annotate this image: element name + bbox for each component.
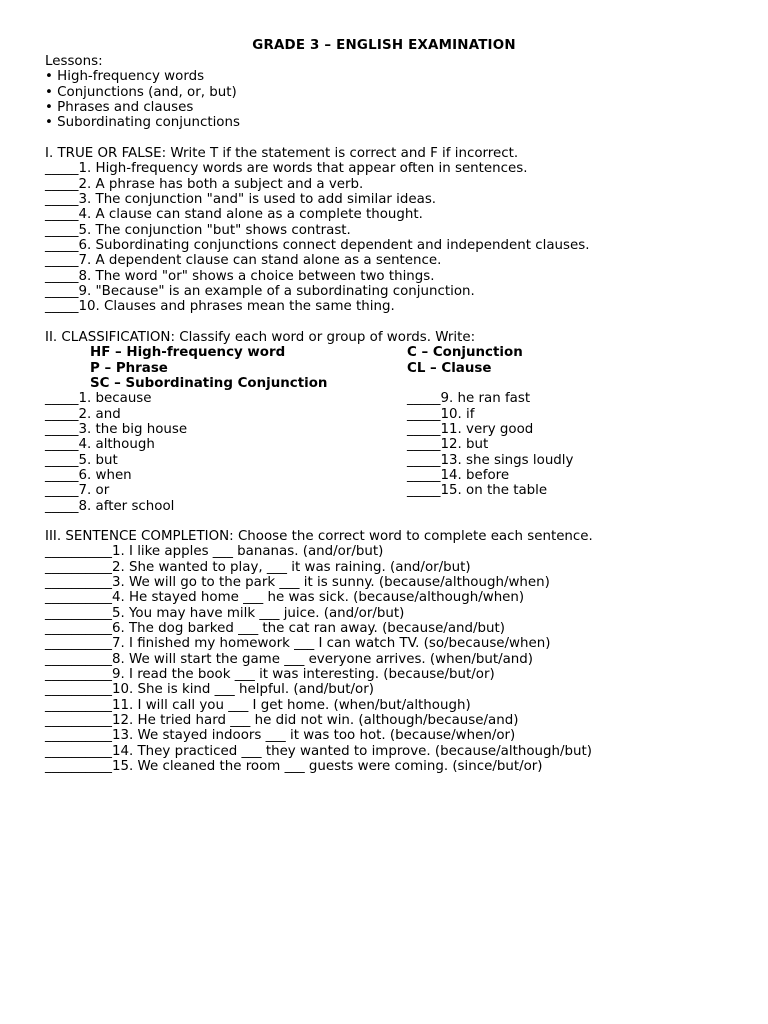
classification-item: _____14. before xyxy=(407,468,510,483)
completion-item: __________11. I will call you ___ I get home. (when/but/although) xyxy=(45,698,471,713)
true-false-item: _____3. The conjunction "and" is used to add similar ideas. xyxy=(45,192,437,207)
completion-item: __________12. He tried hard ___ he did not win. (although/because/and) xyxy=(45,713,519,728)
completion-item: __________10. She is kind ___ helpful. (and/but/or) xyxy=(45,682,374,697)
completion-item: __________5. You may have milk ___ juice. (and/or/but) xyxy=(45,606,405,621)
classification-item: _____6. when xyxy=(45,468,132,483)
classification-item: _____9. he ran fast xyxy=(407,391,531,406)
exam-title: GRADE 3 – ENGLISH EXAMINATION xyxy=(252,38,516,53)
part3-instruction: III. SENTENCE COMPLETION: Choose the correct word to complete each sentence. xyxy=(45,529,593,544)
completion-item: __________14. They practiced ___ they wanted to improve. (because/although/but) xyxy=(45,744,592,759)
completion-item: __________3. We will go to the park ___ it is sunny. (because/although/when) xyxy=(45,575,550,590)
classification-item: _____10. if xyxy=(407,407,475,422)
classification-item: _____13. she sings loudly xyxy=(407,453,574,468)
true-false-item: _____4. A clause can stand alone as a complete thought. xyxy=(45,207,423,222)
true-false-item: _____6. Subordinating conjunctions connect dependent and independent clauses. xyxy=(45,238,590,253)
legend-c: C – Conjunction xyxy=(407,345,523,360)
part1-instruction: I. TRUE OR FALSE: Write T if the statement is correct and F if incorrect. xyxy=(45,146,519,161)
lesson-item: • Conjunctions (and, or, but) xyxy=(45,85,237,100)
classification-item: _____11. very good xyxy=(407,422,534,437)
completion-item: __________8. We will start the game ___ everyone arrives. (when/but/and) xyxy=(45,652,533,667)
true-false-item: _____5. The conjunction "but" shows contrast. xyxy=(45,223,351,238)
legend-sc: SC – Subordinating Conjunction xyxy=(90,376,328,391)
lesson-item: • Phrases and clauses xyxy=(45,100,194,115)
true-false-item: _____1. High-frequency words are words that appear often in sentences. xyxy=(45,161,528,176)
part2-instruction: II. CLASSIFICATION: Classify each word or group of words. Write: xyxy=(45,330,476,345)
classification-item: _____7. or xyxy=(45,483,110,498)
true-false-item: _____2. A phrase has both a subject and a verb. xyxy=(45,177,364,192)
legend-cl: CL – Clause xyxy=(407,361,492,376)
classification-item: _____2. and xyxy=(45,407,121,422)
classification-item: _____1. because xyxy=(45,391,152,406)
true-false-item: _____7. A dependent clause can stand alone as a sentence. xyxy=(45,253,442,268)
completion-item: __________9. I read the book ___ it was interesting. (because/but/or) xyxy=(45,667,495,682)
lesson-item: • High-frequency words xyxy=(45,69,205,84)
classification-item: _____15. on the table xyxy=(407,483,548,498)
classification-item: _____4. although xyxy=(45,437,155,452)
true-false-item: _____10. Clauses and phrases mean the same thing. xyxy=(45,299,395,314)
legend-p: P – Phrase xyxy=(90,361,168,376)
classification-item: _____3. the big house xyxy=(45,422,188,437)
true-false-item: _____8. The word "or" shows a choice between two things. xyxy=(45,269,435,284)
completion-item: __________4. He stayed home ___ he was sick. (because/although/when) xyxy=(45,590,525,605)
classification-item: _____12. but xyxy=(407,437,489,452)
lessons-heading: Lessons: xyxy=(45,54,103,69)
completion-item: __________13. We stayed indoors ___ it was too hot. (because/when/or) xyxy=(45,728,516,743)
completion-item: __________15. We cleaned the room ___ guests were coming. (since/but/or) xyxy=(45,759,543,774)
completion-item: __________7. I finished my homework ___ I can watch TV. (so/because/when) xyxy=(45,636,551,651)
classification-item: _____8. after school xyxy=(45,499,175,514)
legend-hf: HF – High-frequency word xyxy=(90,345,286,360)
completion-item: __________6. The dog barked ___ the cat ran away. (because/and/but) xyxy=(45,621,505,636)
lesson-item: • Subordinating conjunctions xyxy=(45,115,240,130)
true-false-item: _____9. "Because" is an example of a subordinating conjunction. xyxy=(45,284,475,299)
completion-item: __________1. I like apples ___ bananas. (and/or/but) xyxy=(45,544,384,559)
completion-item: __________2. She wanted to play, ___ it was raining. (and/or/but) xyxy=(45,560,471,575)
classification-item: _____5. but xyxy=(45,453,118,468)
